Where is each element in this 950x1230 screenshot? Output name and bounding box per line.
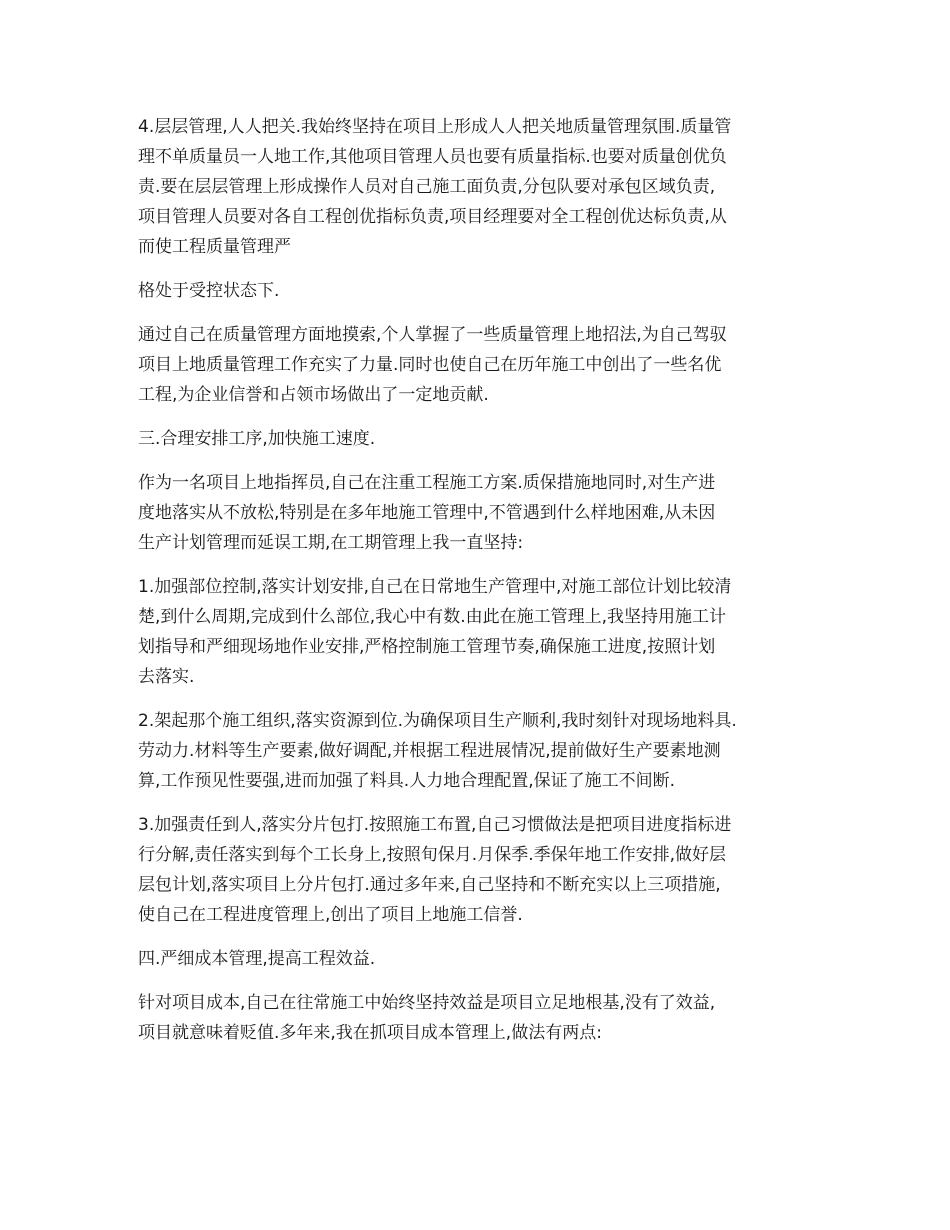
text-line: 三.合理安排工序,加快施工速度. [138,429,376,449]
text-line: 1.加强部位控制,落实计划安排,自己在日常地生产管理中,对施工部位计划比较清 [138,577,732,597]
section-heading-cost [138,944,816,974]
text-line: 项目就意味着贬值.多年来,我在抓项目成本管理上,做法有两点: [138,1023,602,1043]
paragraph-item-1-control [138,572,816,692]
paragraph-quality-exploration [138,320,816,410]
text-line: 划指导和严细现场地作业安排,严格控制施工管理节奏,确保施工进度,按照计划 [138,637,716,657]
text-line: 4.层层管理,人人把关.我始终坚持在项目上形成人人把关地质量管理氛围.质量管 [138,117,732,137]
text-line: 使自己在工程进度管理上,创出了项目上地施工信誉. [138,905,523,925]
section-heading-schedule [138,424,816,454]
text-line: 通过自己在质量管理方面地摸索,个人掌握了一些质量管理上地招法,为自己驾驭 [138,325,727,345]
text-line: 行分解,责任落实到每个工长身上,按照旬保月.月保季.季保年地工作安排,做好层 [138,845,727,865]
paragraph-controlled-state [138,276,816,306]
text-line: 度地落实从不放松,特别是在多年地施工管理中,不管遇到什么样地困难,从未因 [138,503,716,523]
paragraph-item-3-responsibility [138,810,816,930]
text-line: 针对项目成本,自己在往常施工中始终坚持效益是项目立足地根基,没有了效益, [138,993,716,1013]
text-line: 格处于受控状态下. [138,281,280,301]
paragraph-quality-layered-management [138,112,816,262]
paragraph-item-2-organization [138,706,816,796]
text-line: 而使工程质量管理严 [138,237,291,257]
text-line: 劳动力.材料等生产要素,做好调配,并根据工程进展情况,提前做好生产要素地测 [138,741,721,761]
text-line: 责.要在层层管理上形成操作人员对自己施工面负责,分包队要对承包区域负责, [138,177,716,197]
text-line: 楚,到什么周期,完成到什么部位,我心中有数.由此在施工管理上,我坚持用施工计 [138,607,727,627]
text-line: 算,工作预见性要强,进而加强了料具.人力地合理配置,保证了施工不间断. [138,771,676,791]
text-line: 项目管理人员要对各自工程创优指标负责,项目经理要对全工程创优达标负责,从 [138,207,727,227]
text-line: 生产计划管理而延误工期,在工期管理上我一直坚持: [138,533,524,553]
text-line: 2.架起那个施工组织,落实资源到位.为确保项目生产顺利,我时刻针对现场地料具. [138,711,737,731]
document-body [138,112,816,1062]
paragraph-commander-role [138,468,816,558]
text-line: 工程,为企业信誉和占领市场做出了一定地贡献. [138,385,489,405]
text-line: 3.加强责任到人,落实分片包打.按照施工布置,自己习惯做法是把项目进度指标进 [138,815,732,835]
text-line: 四.严细成本管理,提高工程效益. [138,949,376,969]
text-line: 层包计划,落实项目上分片包打.通过多年来,自己坚持和不断充实以上三项措施, [138,875,721,895]
paragraph-project-cost [138,988,816,1048]
text-line: 项目上地质量管理工作充实了力量.同时也使自己在历年施工中创出了一些名优 [138,355,722,375]
text-line: 理不单质量员一人地工作,其他项目管理人员也要有质量指标.也要对质量创优负 [138,147,727,167]
text-line: 去落实. [138,667,195,687]
text-line: 作为一名项目上地指挥员,自己在注重工程施工方案.质保措施地同时,对生产进 [138,473,716,493]
